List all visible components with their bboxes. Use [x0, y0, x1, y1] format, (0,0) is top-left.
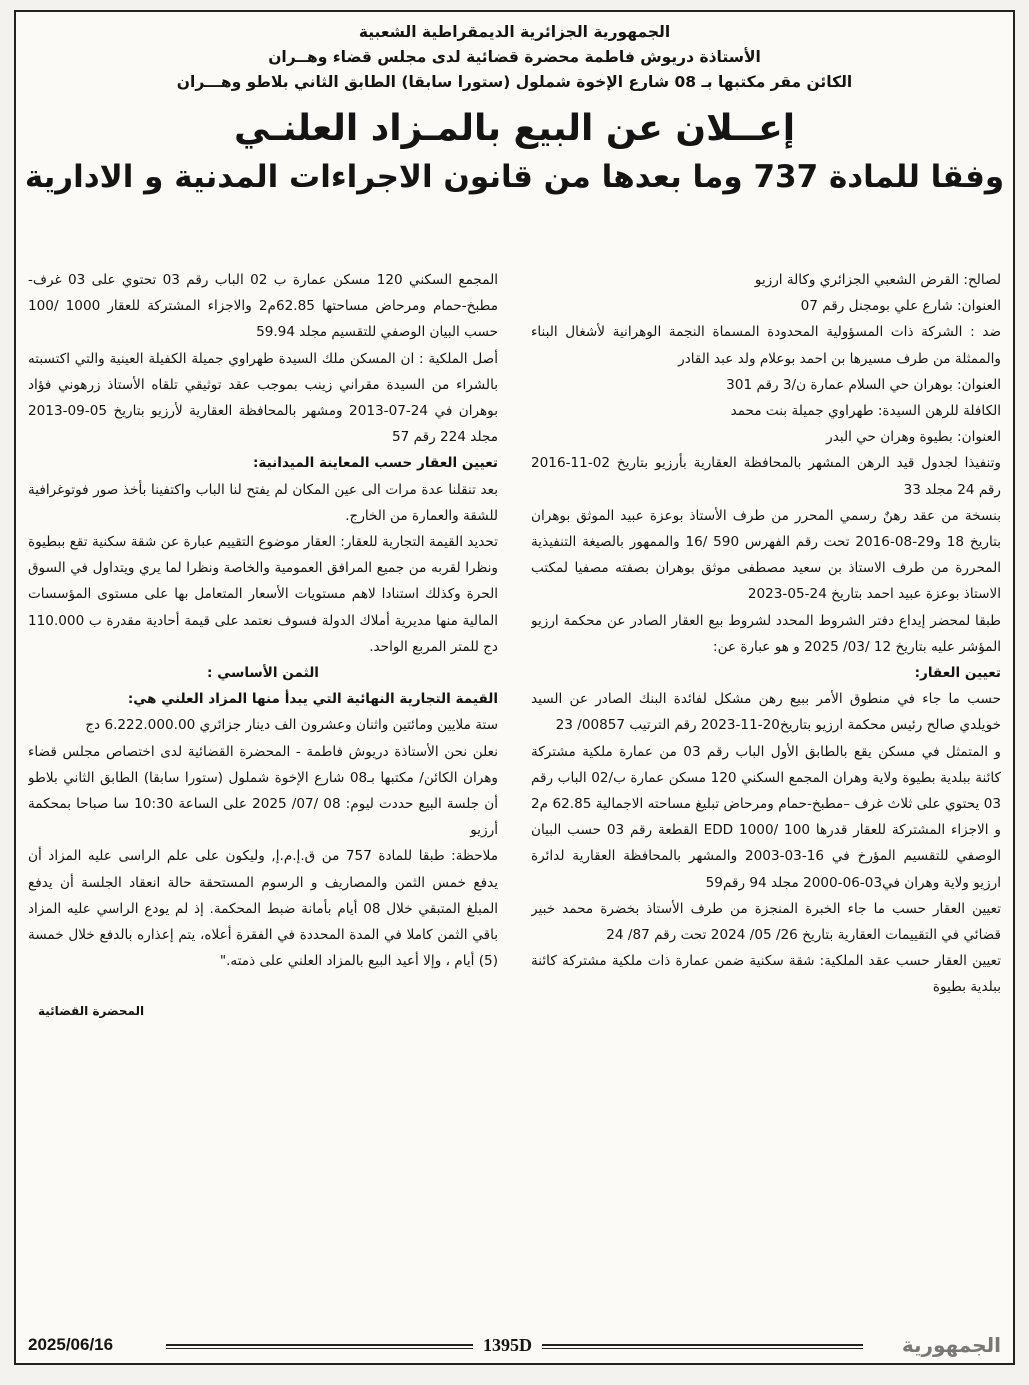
- paragraph: لصالح: القرض الشعبي الجزائري وكالة ارزيو: [754, 272, 1001, 288]
- signature: المحضرة القضائية: [38, 1004, 145, 1019]
- newspaper-page: [14, 10, 1015, 1365]
- columns: [28, 267, 1001, 1315]
- header: [16, 12, 1013, 95]
- paragraph: الكافلة للرهن السيدة: طهراوي جميلة بنت محمد: [730, 403, 1001, 420]
- ad-code: 1395D: [473, 1335, 542, 1356]
- paragraph: حسب ما جاء في منطوق الأمر ببيع رهن مشكل لفائدة البنك الصادر عن السيد خويلدي صالح رئيس محكمة ارزيو بتاريخ20-11-2023 رقم الترتيب 00857/ 23: [531, 691, 1001, 734]
- announcement-title: [16, 105, 1013, 201]
- section-heading: الثمن الأساسي :: [207, 665, 319, 682]
- left-column: [28, 267, 498, 1315]
- publication-date: 2025/06/16: [28, 1335, 114, 1354]
- paragraph: تعيين العقار حسب ما جاء الخبرة المنجزة من طرف الأستاذ بخضرة محمد خبير قضائي في التقييمات العقارية بتاريخ 26/ 05/ 2024 تحت رقم 87/ 24: [531, 900, 1001, 944]
- paragraph: العنوان: بطيوة وهران حي البدر: [826, 429, 1001, 446]
- paragraph: المجمع السكني 120 مسكن عمارة ب 02 الباب رقم 03 تحتوي على 03 غرف-مطبخ-حمام ومرحاض مساحتها 62.85م2 والاجزاء المشتركة للعقار 1000 /100 حسب البيان الوصفي للتقسيم مجلد 59.94: [28, 272, 498, 341]
- paragraph: العنوان: بوهران حي السلام عمارة ن/3 رقم 301: [726, 376, 1001, 393]
- paragraph: ستة ملايين ومائتين واثنان وعشرون الف دينار جزائري 6.222.000.00 دج: [85, 717, 498, 734]
- footer: [16, 1327, 1013, 1363]
- newspaper-logo: الجمهورية: [901, 1333, 1001, 1357]
- paragraph: ضد : الشركة ذات المسؤولية المحدودة المسماة النجمة الوهرانية لأشغال البناء والممثلة من طرف مسيرها بن احمد بوعلام ولد عبد القادر: [531, 324, 1001, 367]
- paragraph: نعلن نحن الأستاذة دريوش فاطمة - المحضرة القضائية لدى اختصاص مجلس قضاء وهران الكائن/ مكتبها بـ08 شارع الإخوة شملول (ستورا سابقا) الطابق الثاني بلاطو أن جلسة البيع حددت ليوم: 08 /07/ 2025 على الساعة 10:30 سا صباحا بمحكمة أرزيو: [28, 743, 498, 839]
- paragraph: بعد تنقلنا عدة مرات الى عين المكان لم يفتح لنا الباب واكتفينا بأخذ صور فوتوغرافية للشقة والعمارة من الخارج.: [28, 481, 498, 524]
- paragraph: وتنفيذا لجدول قيد الرهن المشهر بالمحافظة العقارية بأرزيو بتاريخ 02-11-2016 رقم 24 مجلد 33: [531, 455, 1001, 498]
- right-column: [531, 267, 1001, 1315]
- paragraph: و المتمثل في مسكن يقع بالطابق الأول الباب رقم 03 من عمارة ملكية مشتركة كائنة ببلدية بطيوة ولاية وهران المجمع السكني 120 مسكن عمارة ب/02 الباب رقم 03 يحتوي على ثلاث غرف –مطبخ-حمام ومرحاض تبليغ مساحته الاجمالية 62.85 م2 و الاجزاء المشتركة للعقار قدرها 100 /1000 EDD القطعة رقم 03 حسب البيان الوصفي للتقسيم المؤرخ في 16-03-2003 والمشهر بالمحافظة العقارية لدائرة ارزيو ولاية وهران في03-06-2000 مجلد 94 رقم59: [531, 743, 1001, 891]
- price-heading: القيمة التجارية النهائية التي يبدأ منها المزاد العلني هي:: [127, 691, 498, 708]
- section-heading: تعيين العقار:: [914, 665, 1001, 682]
- paragraph: تحديد القيمة التجارية للعقار: العقار موضوع التقييم عبارة عن شقة سكنية تقع ببطيوة ونظرا لقربه من جميع المرافق العمومية والخاصة ونظرا لما يري ويتداول في السوق الحرة وكذلك استنادا لاهم مستويات الأسعار المتعامل بها على مستوى المؤسسات المالية منها مديرية أملاك الدولة فسوف نعتمد على قيمة أحادية مقدرة ب 110.000 دج للمتر المربع الواحد.: [28, 534, 498, 655]
- paragraph: العنوان: شارع علي بومجنل رقم 07: [800, 298, 1001, 315]
- title-line-1: إعــلان عن البيع بالمـزاد العلنـي: [233, 108, 796, 149]
- paragraph: ملاحظة: طبقا للمادة 757 من ق.إ.م.إ, وليكون على علم الراسى عليه المزاد أن يدفع خمس الثمن والمصاريف و الرسوم المستحقة حالة انعقاد الجلسة أن يدفع المبلغ المتبقي خلال 08 أيام بأمانة ضبط المحكمة. إذ لم يودع الراسي عليه المزاد باقي الثمن كاملا في المدة المحددة في الفقرة أعلاه، يتم إعذاره بالدفع خلال خمسة (5) أيام ، وإلا أعيد البيع بالمزاد العلني على ذمته.": [28, 848, 498, 970]
- section-heading: تعيين العقار حسب المعاينة الميدانية:: [252, 455, 498, 472]
- header-line-3: الكائن مقر مكتبها بـ 08 شارع الإخوة شملول (ستورا سابقا) الطابق الثاني بلاطو وهـــران: [176, 73, 853, 91]
- paragraph: بنسخة من عقد رهنٌ رسمي المحرر من طرف الأستاذ بوعزة عبيد الموثق بوهران بتاريخ 18 و29-08-2016 تحت رقم الفهرس 590 /16 والممهور بالصيغة التنفيذية المحررة من طرف الاستاذ بن سعيد مصطفى موثق بوهران بصفته مصفيا لمكتب الاستاذ بوعزة عبيد احمد بتاريخ 24-05-2023: [531, 507, 1001, 603]
- header-line-2: الأستاذة دريوش فاطمة محضرة قضائية لدى مجلس قضاء وهــران: [268, 48, 761, 66]
- header-line-1: الجمهورية الجزائرية الديمقراطية الشعبية: [358, 23, 671, 41]
- paragraph: طبقا لمحضر إيداع دفتر الشروط المحدد لشروط بيع العقار الصادر عن محكمة ارزيو المؤشر عليه بتاريخ 12 /03/ 2025 و هو عبارة عن:: [531, 612, 1001, 655]
- paragraph: أصل الملكية : ان المسكن ملك السيدة طهراوي جميلة الكفيلة العينية والتي اكتسبته بالشراء من السيدة مقراني زينب بموجب عقد توثيقي تلقاه الأستاذ زرهوني فؤاد بوهران في 24-07-2013 ومشهر بالمحافظة العقارية لأرزيو بتاريخ 05-09-2013 مجلد 224 رقم 57: [28, 350, 498, 446]
- paragraph: تعيين العقار حسب عقد الملكية: شقة سكنية ضمن عمارة ذات ملكية مشتركة كائنة ببلدية بطيوة: [531, 953, 1001, 996]
- title-line-2: وفقا للمادة 737 وما بعدها من قانون الاجراءات المدنية و الادارية: [24, 159, 1005, 195]
